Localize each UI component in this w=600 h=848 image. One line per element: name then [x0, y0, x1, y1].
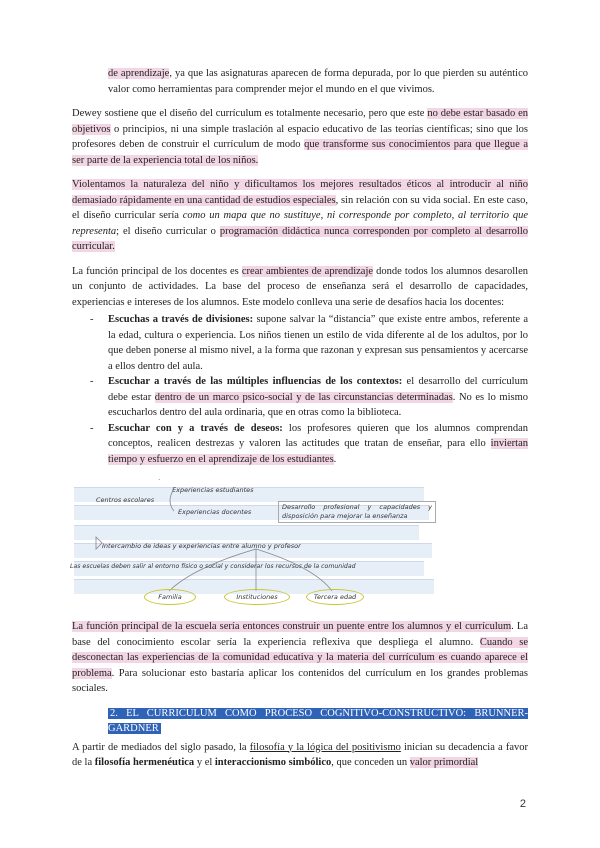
text: el desarrollo del currículum debe estar	[108, 376, 528, 403]
underlined-text: filosofía y la lógica del positivismo	[249, 741, 401, 753]
list-item	[90, 374, 528, 421]
bold-text: filosofía hermenéutica	[94, 757, 195, 768]
diagram-lines	[74, 477, 436, 607]
text: inician su decadencia a favor de la	[72, 741, 528, 768]
bold-text: interaccionismo simbólico	[214, 757, 332, 768]
bullet-dash: -	[90, 314, 94, 325]
highlight: Cuando se desconectan las experiencias de la comunidad educativa y la materia del currículum es cuando aparece el problema	[72, 636, 528, 679]
text: ; el diseño curricular o	[116, 225, 220, 237]
paragraph-positivismo	[72, 740, 528, 771]
highlight: de aprendizaje	[108, 68, 170, 79]
paragraph-continuation	[72, 66, 528, 97]
paragraph-escuela	[72, 619, 528, 697]
diagram-oval-instituciones: Instituciones	[224, 589, 290, 605]
heading-text: 2. EL CURRICULUM COMO PROCESO COGNITIVO-CONSTRUCTIVO: BRUNNER-GARDNER	[108, 707, 528, 734]
bullet-dash: -	[90, 422, 94, 434]
text: . No es lo mismo escucharlos dentro del aula ordinaria, que en otras como la biblioteca.	[108, 391, 528, 418]
document-page	[72, 66, 528, 771]
paragraph-dewey	[72, 106, 528, 168]
list-item	[90, 312, 528, 374]
highlight: crear ambientes de aprendizaje	[241, 265, 374, 277]
bold-text: Escuchar con y a través de deseos:	[108, 422, 283, 434]
text: .	[333, 453, 337, 465]
diagram-label-intercambio: Intercambio de ideas y experiencias entre alumno y profesor	[102, 542, 301, 550]
highlight: valor primordial	[409, 757, 479, 768]
text: o principios, ni una simple traslación al espacio educativo de las teorías científicas; sino que los profesores deben de construir el currículum de modo	[72, 123, 528, 150]
diagram-label-desarrollo: Desarrollo profesional y capacidades y disposición para mejorar la enseñanza	[278, 501, 436, 523]
page-number: 2	[519, 798, 526, 810]
highlight: dentro de un marco psico-social y de las circunstancias determinadas	[154, 391, 453, 403]
diagram-label-centros: Centros escolares	[96, 496, 155, 504]
text: La función principal de los docentes es	[72, 265, 242, 277]
paragraph-violentamos	[72, 177, 528, 255]
diagram-oval-familia: Familia	[144, 589, 196, 605]
highlight: que transforme sus conocimientos para que llegue a ser parte de la experiencia total de los niños.	[72, 139, 529, 166]
text: , sin relación con su vida social. En este caso, el diseño curricular sería	[72, 194, 528, 221]
diagram-oval-tercera-edad: Tercera edad	[306, 589, 364, 605]
paragraph-docentes	[72, 264, 528, 311]
text: supone salvar la “distancia” que existe entre ambos, referente a la edad, cultura o experiencia. Los niños tienen un estilo de vida diferente al de los adultos, por lo que deben ponerse al mismo nivel, a la forma que razonan y expresan sus pensamientos y acercarse a ellos dentro del aula.	[108, 314, 528, 372]
text: A partir de mediados del siglo pasado, la	[72, 741, 250, 753]
text: , ya que las asignaturas aparecen de forma depurada, por lo que pierden su auténtico valor como herramientas para comprender mejor el mundo en el que vivimos.	[108, 68, 529, 95]
text: Dewey sostiene que el diseño del currículum es totalmente necesario, pero que este	[72, 108, 428, 119]
highlight: no debe estar basado en objetivos	[72, 108, 528, 135]
text: y el	[194, 757, 215, 768]
text: . Para solucionar esto bastaría aplicar los contenidos del currículum en los grandes problemas sociales.	[72, 667, 528, 694]
bold-text: Escuchar a través de las múltiples influencias de los contextos:	[108, 376, 403, 387]
text: . La base del conocimiento escolar sería la experiencia reflexiva que despliega el alumno.	[72, 621, 528, 648]
challenges-list	[72, 312, 528, 467]
highlight: programación didáctica nunca corresponden por completo al desarrollo curricular.	[72, 225, 529, 252]
highlight: inviertan tiempo y esfuerzo en el aprendizaje de los estudiantes	[108, 438, 528, 465]
diagram-dot: ·	[158, 476, 161, 484]
section-heading	[72, 706, 528, 737]
text: donde todos los alumnos desarollen un conjunto de actividades. La base del proceso de enseñanza será el desarrollo de capacidades, experiencias e intereses de los alumnos. Este modelo conlleva una serie de desafíos hacia los docentes:	[72, 265, 528, 308]
highlight: La función principal de la escuela sería entonces construir un puente entre los alumnos y el currículum	[72, 621, 512, 632]
text: los profesores quieren que los alumnos comprendan conceptos, realicen destrezas y valoren las actitudes que tratan de enseñar, para ello	[108, 422, 528, 449]
diagram-label-escuelas: Las escuelas deben salir al entorno físico o social y considerar los recursos de la comunidad	[70, 563, 356, 570]
list-item	[90, 421, 528, 468]
bold-text: Escuchas a través de divisiones:	[108, 314, 254, 325]
italic-text: como un mapa que no sustituye, ni corresponde por completo, al territorio que representa	[72, 210, 528, 237]
handwritten-diagram	[70, 476, 436, 607]
diagram-label-docentes: Experiencias docentes	[178, 508, 252, 516]
diagram-label-experiencias: Experiencias estudiantes	[172, 486, 254, 494]
bullet-dash: -	[90, 376, 94, 387]
highlight: Violentamos la naturaleza del niño y dificultamos los mejores resultados éticos al introducir al niño demasiado rápidamente en una cantidad de estudios especiales	[72, 179, 528, 206]
text: , que conceden un	[331, 757, 410, 768]
